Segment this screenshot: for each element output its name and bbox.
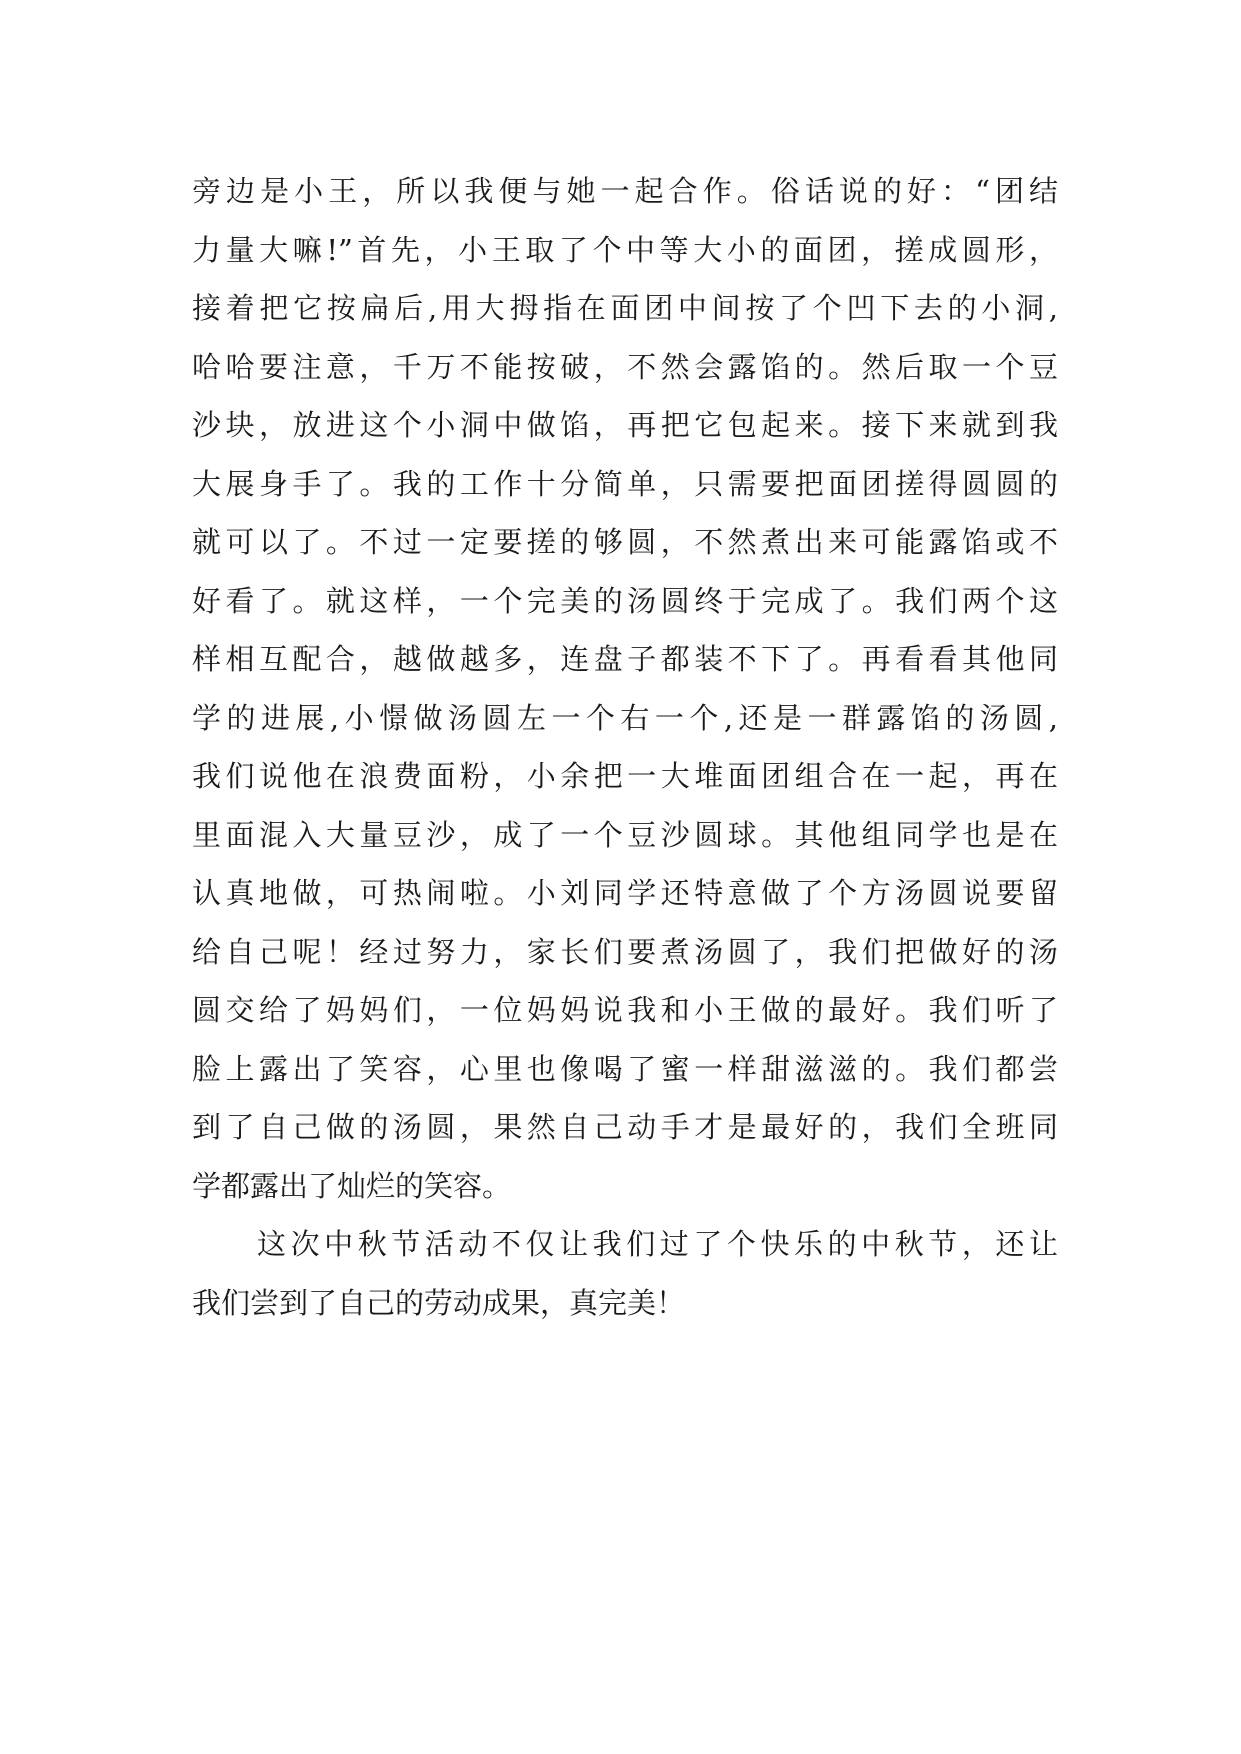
text-line: 接着把它按扁后,用大拇指在面团中间按了个凹下去的小洞, <box>192 291 1058 325</box>
text-line: 力量大嘛!”首先，小王取了个中等大小的面团，搓成圆形， <box>192 232 1058 267</box>
text-line: 给自己呢！经过努力，家长们要煮汤圆了，我们把做好的汤 <box>192 934 1058 969</box>
text-line: 认真地做，可热闹啦。小刘同学还特意做了个方汤圆说要留 <box>192 876 1058 910</box>
text-line: 大展身手了。我的工作十分简单，只需要把面团搓得圆圆的 <box>192 466 1058 501</box>
text-line: 我们说他在浪费面粉，小余把一大堆面团组合在一起，再在 <box>192 759 1058 793</box>
text-line: 就可以了。不过一定要搓的够圆，不然煮出来可能露馅或不 <box>192 525 1058 559</box>
text-line: 好看了。就这样，一个完美的汤圆终于完成了。我们两个这 <box>192 583 1058 618</box>
text-line: 我们尝到了自己的劳动成果，真完美！ <box>192 1285 686 1320</box>
text-line: 圆交给了妈妈们，一位妈妈说我和小王做的最好。我们听了 <box>192 993 1058 1027</box>
text-line: 到了自己做的汤圆，果然自己动手才是最好的，我们全班同 <box>192 1110 1058 1144</box>
text-line: 脸上露出了笑容，心里也像喝了蜜一样甜滋滋的。我们都尝 <box>192 1051 1058 1086</box>
text-line: 哈哈要注意，千万不能按破，不然会露馅的。然后取一个豆 <box>192 349 1058 384</box>
text-line: 这次中秋节活动不仅让我们过了个快乐的中秋节，还让 <box>257 1227 1058 1261</box>
text-line: 学的进展,小憬做汤圆左一个右一个,还是一群露馅的汤圆, <box>192 700 1058 735</box>
text-line: 样相互配合，越做越多，连盘子都装不下了。再看看其他同 <box>192 642 1058 676</box>
text-line: 旁边是小王，所以我便与她一起合作。俗话说的好：“团结 <box>192 174 1058 208</box>
body-text <box>192 162 1092 1332</box>
text-line: 学都露出了灿烂的笑容。 <box>192 1168 512 1203</box>
text-line: 沙块，放进这个小洞中做馅，再把它包起来。接下来就到我 <box>192 408 1058 442</box>
text-line: 里面混入大量豆沙，成了一个豆沙圆球。其他组同学也是在 <box>192 817 1058 852</box>
